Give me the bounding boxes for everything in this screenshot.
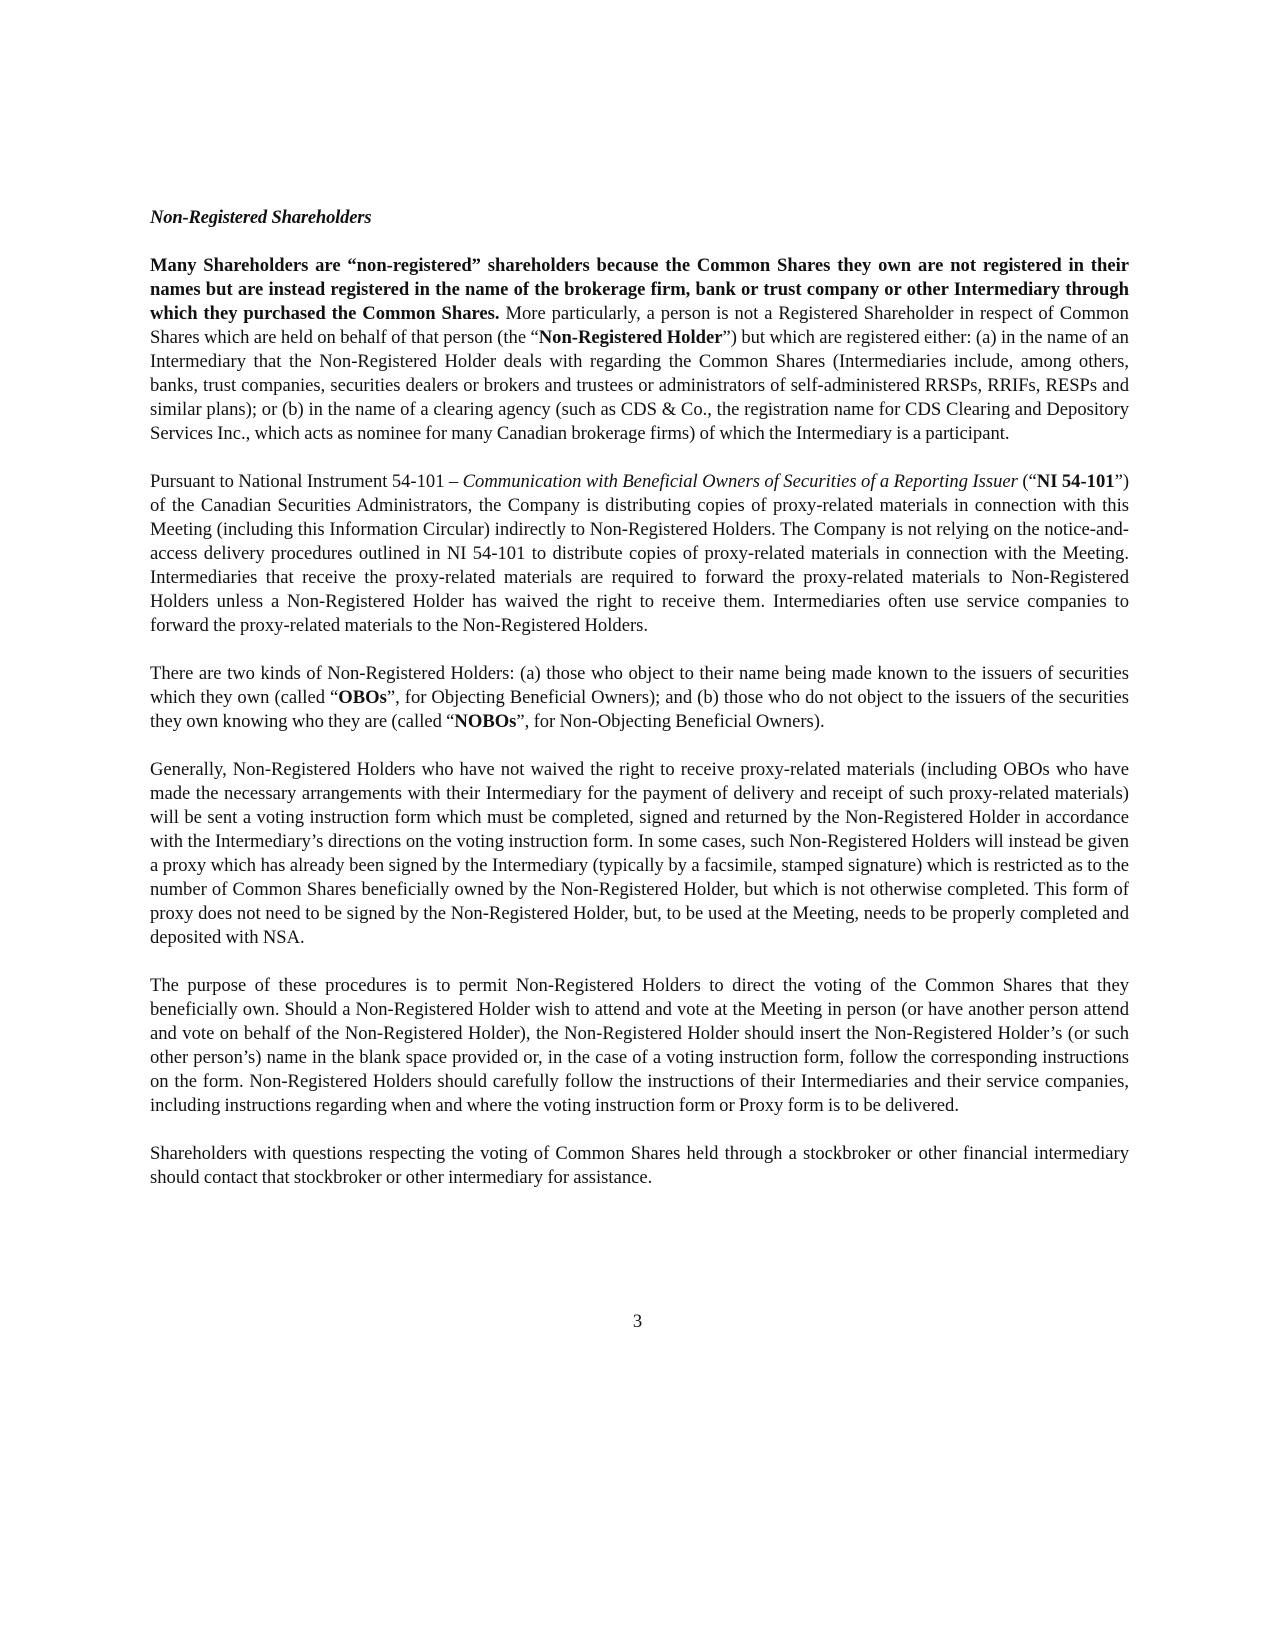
paragraph-text: Pursuant to National Instrument 54-101 – [150, 471, 463, 492]
paragraph-text: ”) of the Canadian Securities Administrators, the Company is distributing copies of proxy-related materials in connection with this Meeting (including this Information Circular) indirectly to Non-Registered Holders. The Company is not relying on the notice-and-access delivery procedures outlined in NI 54-101 to distribute copies of proxy-related materials in connection with the Meeting. Intermediaries that receive the proxy-related materials are required to forward the proxy-related materials to Non-Registered Holders unless a Non-Registered Holder has waived the right to receive them. Intermediaries often use service companies to forward the proxy-related materials to the Non-Registered Holders. [150, 471, 1130, 636]
paragraph-text: There are two kinds of Non-Registered Holders: (a) those who object to their name being made known to the issuers of securities which they own (called “ [150, 663, 1129, 708]
paragraph-text: ”, for Objecting Beneficial Owners); and (b) those who do not object to the issuers of the securities they own knowing who they are (called “ [150, 687, 1129, 732]
page-number: 3 [632, 1311, 643, 1332]
instrument-title: Communication with Beneficial Owners of Securities of a Reporting Issuer [462, 471, 1018, 492]
bold-lead-statement: Many Shareholders are “non-registered” shareholders because the Common Shares they own are not registered in their names but are instead registered in the name of the brokerage firm, bank or trust company or other Intermediary through which they purchased the Common Shares. [150, 255, 1129, 324]
paragraph-text: More particularly, a person is not a Registered Shareholder in respect of Common Shares which are held on behalf of that person (the “ [150, 303, 1129, 348]
paragraph-obos-nobos [150, 662, 1129, 734]
paragraph-ni-54-101 [150, 470, 1129, 638]
defined-term: Non-Registered Holder [538, 327, 723, 348]
document-body [150, 206, 1129, 1214]
defined-term: NI 54-101 [1036, 471, 1115, 492]
paragraph-text: (“ [1017, 471, 1037, 492]
defined-term: NOBOs [454, 711, 517, 732]
paragraph-text: ”) but which are registered either: (a) in the name of an Intermediary that the Non-Registered Holder deals with regarding the Common Shares (Intermediaries include, among others, banks, trust companies, securities dealers or brokers and trustees or administrators of self-administered RRSPs, RRIFs, RESPs and similar plans); or (b) in the name of a clearing agency (such as CDS & Co., the registration name for CDS Clearing and Depository Services Inc., which acts as nominee for many Canadian brokerage firms) of which the Intermediary is a participant. [150, 327, 1129, 444]
paragraph-non-registered-definition [150, 254, 1129, 446]
paragraph-text: ”, for Non-Objecting Beneficial Owners). [516, 711, 825, 732]
defined-term: OBOs [338, 687, 387, 708]
paragraph-purpose-of-procedures: The purpose of these procedures is to permit Non-Registered Holders to direct the voting of the Common Shares that they beneficially own. Should a Non-Registered Holder wish to attend and vote at the Meeting in person (or have another person attend and vote on behalf of the Non-Registered Holder), the Non-Registered Holder should insert the Non-Registered Holder’s (or such other person’s) name in the blank space provided or, in the case of a voting instruction form, follow the corresponding instructions on the form. Non-Registered Holders should carefully follow the instructions of their Intermediaries and their service companies, including instructions regarding when and where the voting instruction form or Proxy form is to be delivered. [150, 975, 1129, 1116]
section-heading: Non-Registered Shareholders [150, 207, 372, 228]
paragraph-questions: Shareholders with questions respecting the voting of Common Shares held through a stockbroker or other financial intermediary should contact that stockbroker or other intermediary for assistance. [150, 1143, 1129, 1188]
paragraph-voting-instruction-form: Generally, Non-Registered Holders who have not waived the right to receive proxy-related materials (including OBOs who have made the necessary arrangements with their Intermediary for the payment of delivery and receipt of such proxy-related materials) will be sent a voting instruction form which must be completed, signed and returned by the Non-Registered Holder in accordance with the Intermediary’s directions on the voting instruction form. In some cases, such Non-Registered Holders will instead be given a proxy which has already been signed by the Intermediary (typically by a facsimile, stamped signature) which is restricted as to the number of Common Shares beneficially owned by the Non-Registered Holder, but which is not otherwise completed. This form of proxy does not need to be signed by the Non-Registered Holder, but, to be used at the Meeting, needs to be properly completed and deposited with NSA. [150, 759, 1129, 948]
